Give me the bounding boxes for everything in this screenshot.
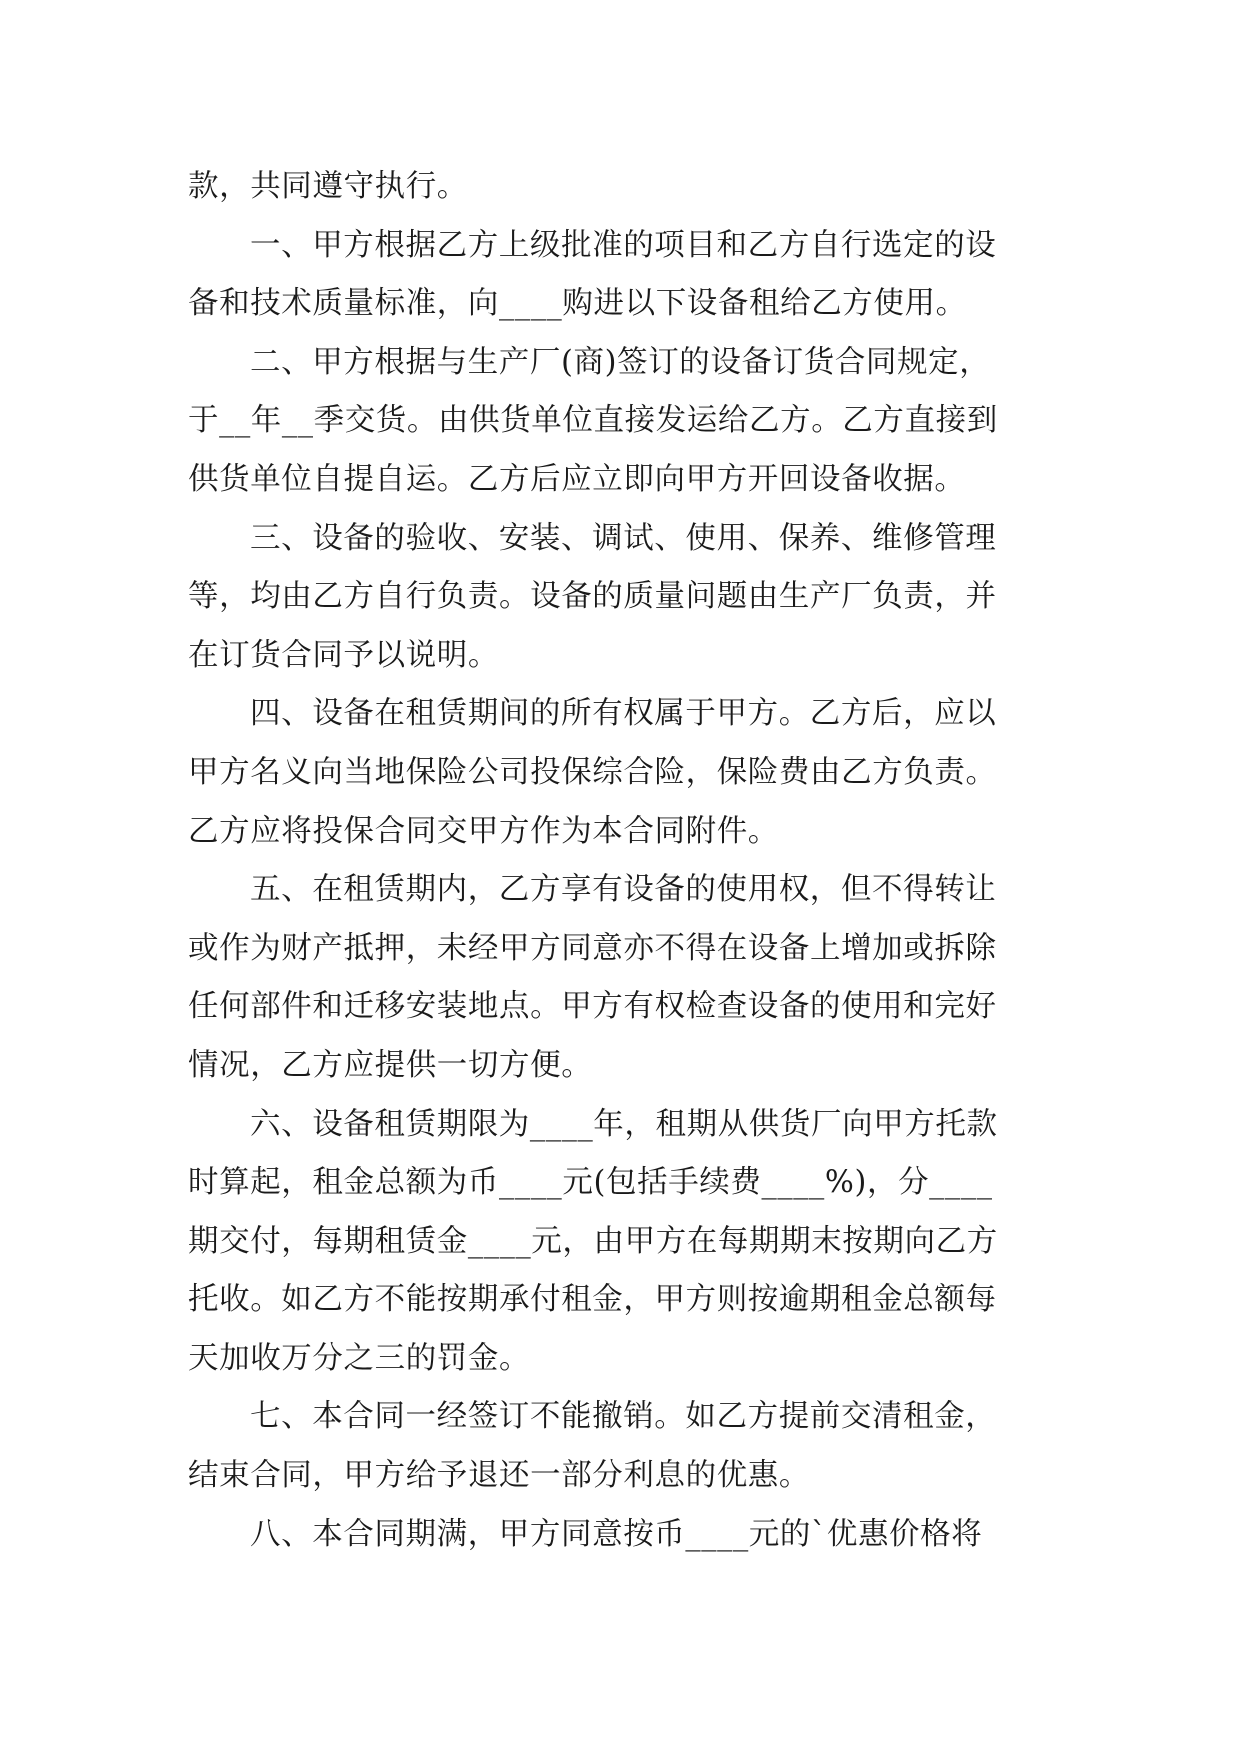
text-line: 托收。如乙方不能按期承付租金，甲方则按逾期租金总额每 (188, 1282, 997, 1318)
contract-body (188, 158, 1056, 1564)
text-line: 甲方名义向当地保险公司投保综合险，保险费由乙方负责。 (188, 754, 997, 790)
text-line: 款，共同遵守执行。 (188, 169, 468, 204)
text-line: 于__年__季交货。由供货单位直接发运给乙方。乙方直接到 (188, 403, 998, 439)
text-line: 四、设备在租赁期间的所有权属于甲方。乙方后，应以 (250, 696, 997, 732)
text-line: 六、设备租赁期限为____年，租期从供货厂向甲方托款 (250, 1106, 998, 1142)
text-line: 七、本合同一经签订不能撤销。如乙方提前交清租金， (250, 1399, 997, 1435)
text-line: 天加收万分之三的罚金。 (188, 1340, 531, 1376)
text-line: 备和技术质量标准，向____购进以下设备租给乙方使用。 (188, 286, 967, 322)
text-line: 等，均由乙方自行负责。设备的质量问题由生产厂负责，并 (188, 579, 997, 615)
text-line: 时算起，租金总额为币____元(包括手续费____%)，分____ (188, 1165, 993, 1201)
text-line: 乙方应将投保合同交甲方作为本合同附件。 (188, 813, 779, 849)
text-line: 在订货合同予以说明。 (188, 637, 499, 673)
text-line: 三、设备的验收、安装、调试、使用、保养、维修管理 (250, 520, 997, 556)
text-line: 五、在租赁期内，乙方享有设备的使用权，但不得转让 (250, 872, 997, 908)
text-line: 任何部件和迁移安装地点。甲方有权检查设备的使用和完好 (188, 989, 997, 1025)
text-line: 八、本合同期满，甲方同意按币____元的`优惠价格将 (250, 1516, 983, 1552)
text-line: 结束合同，甲方给予退还一部分利息的优惠。 (188, 1458, 810, 1494)
text-line: 供货单位自提自运。乙方后应立即向甲方开回设备收据。 (188, 461, 966, 497)
text-line: 情况，乙方应提供一切方便。 (188, 1047, 593, 1083)
text-line: 二、甲方根据与生产厂(商)签订的设备订货合同规定， (250, 344, 991, 380)
text-line: 期交付，每期租赁金____元，由甲方在每期期末按期向乙方 (188, 1223, 998, 1259)
text-line: 一、甲方根据乙方上级批准的项目和乙方自行选定的设 (250, 227, 997, 263)
text-line: 或作为财产抵押，未经甲方同意亦不得在设备上增加或拆除 (188, 930, 997, 966)
